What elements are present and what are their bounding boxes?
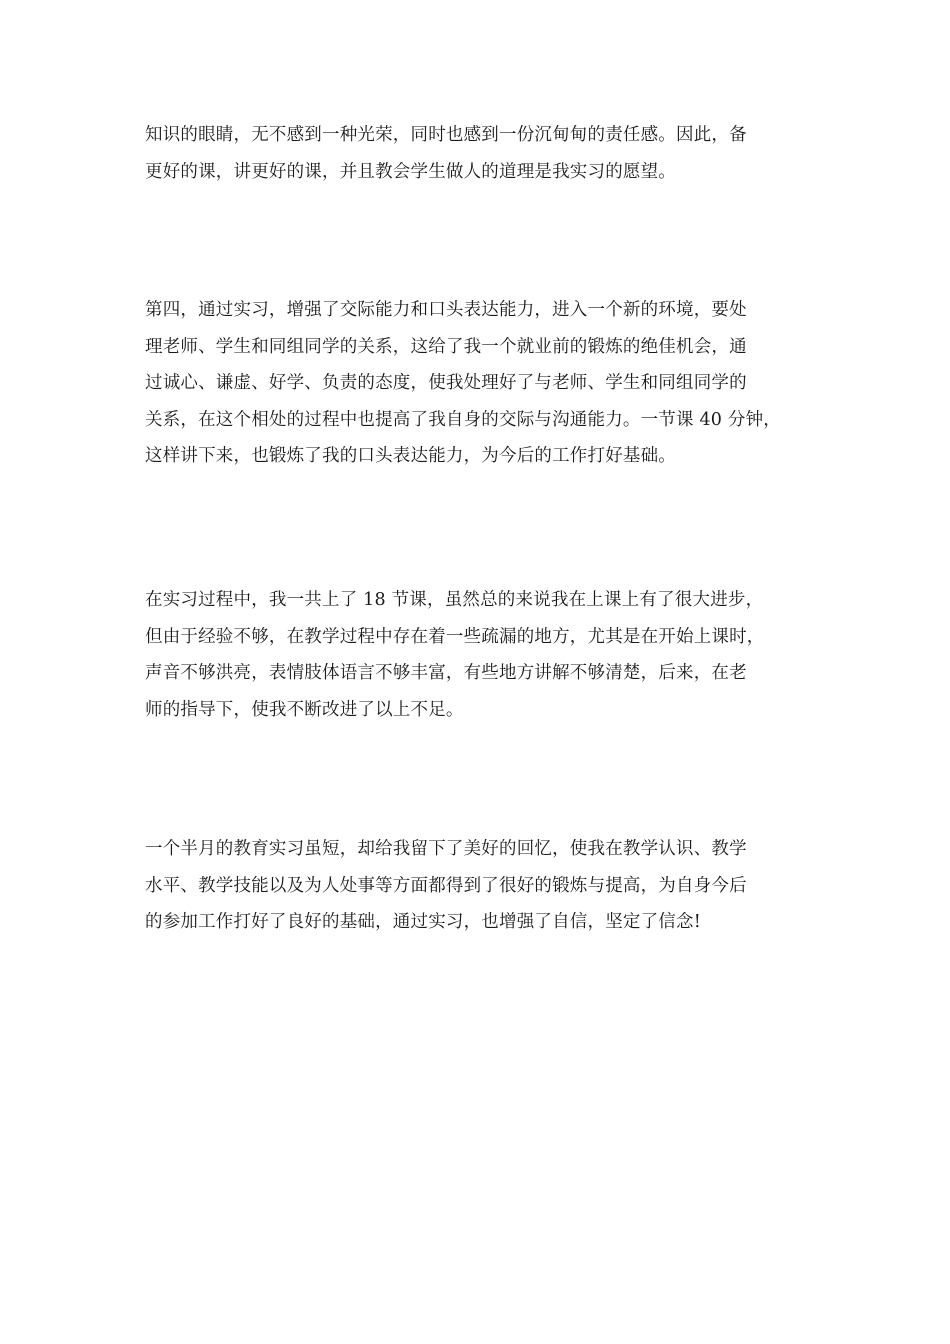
text-line: 的参加工作打好了良好的基础，通过实习，也增强了自信，坚定了信念! <box>145 912 701 932</box>
text-line: 师的指导下，使我不断改进了以上不足。 <box>145 699 464 720</box>
text-line: 在实习过程中，我一共上了 18 节课，虽然总的来说我在上课上有了很大进步， <box>145 590 764 610</box>
text-line: 水平、教学技能以及为人处事等方面都得到了很好的锻炼与提高，为自身今后 <box>145 875 747 896</box>
paragraph-intro-continuation <box>145 117 811 190</box>
text-line: 知识的眼睛，无不感到一种光荣，同时也感到一份沉甸甸的责任感。因此，备 <box>145 125 747 145</box>
paragraph-conclusion <box>145 831 811 941</box>
text-line: 更好的课，讲更好的课，并且教会学生做人的道理是我实习的愿望。 <box>145 161 676 182</box>
text-line: 关系，在这个相处的过程中也提高了我自身的交际与沟通能力。一节课 40 分钟， <box>145 409 781 430</box>
text-line: 这样讲下来，也锻炼了我的口头表达能力，为今后的工作打好基础。 <box>145 446 676 466</box>
text-line: 理老师、学生和同组同学的关系，这给了我一个就业前的锻炼的绝佳机会，通 <box>145 336 747 357</box>
text-line: 过诚心、谦虚、好学、负责的态度，使我处理好了与老师、学生和同组同学的 <box>145 373 747 393</box>
text-line: 声音不够洪亮，表情肢体语言不够丰富，有些地方讲解不够清楚，后来，在老 <box>145 663 747 683</box>
text-line: 但由于经验不够，在教学过程中存在着一些疏漏的地方，尤其是在开始上课时， <box>145 626 765 647</box>
paragraph-fourth-point <box>145 292 811 475</box>
paragraph-internship-process <box>145 582 811 728</box>
text-line: 一个半月的教育实习虽短，却给我留下了美好的回忆，使我在教学认识、教学 <box>145 839 747 859</box>
text-line: 第四，通过实习，增强了交际能力和口头表达能力，进入一个新的环境，要处 <box>145 300 747 320</box>
